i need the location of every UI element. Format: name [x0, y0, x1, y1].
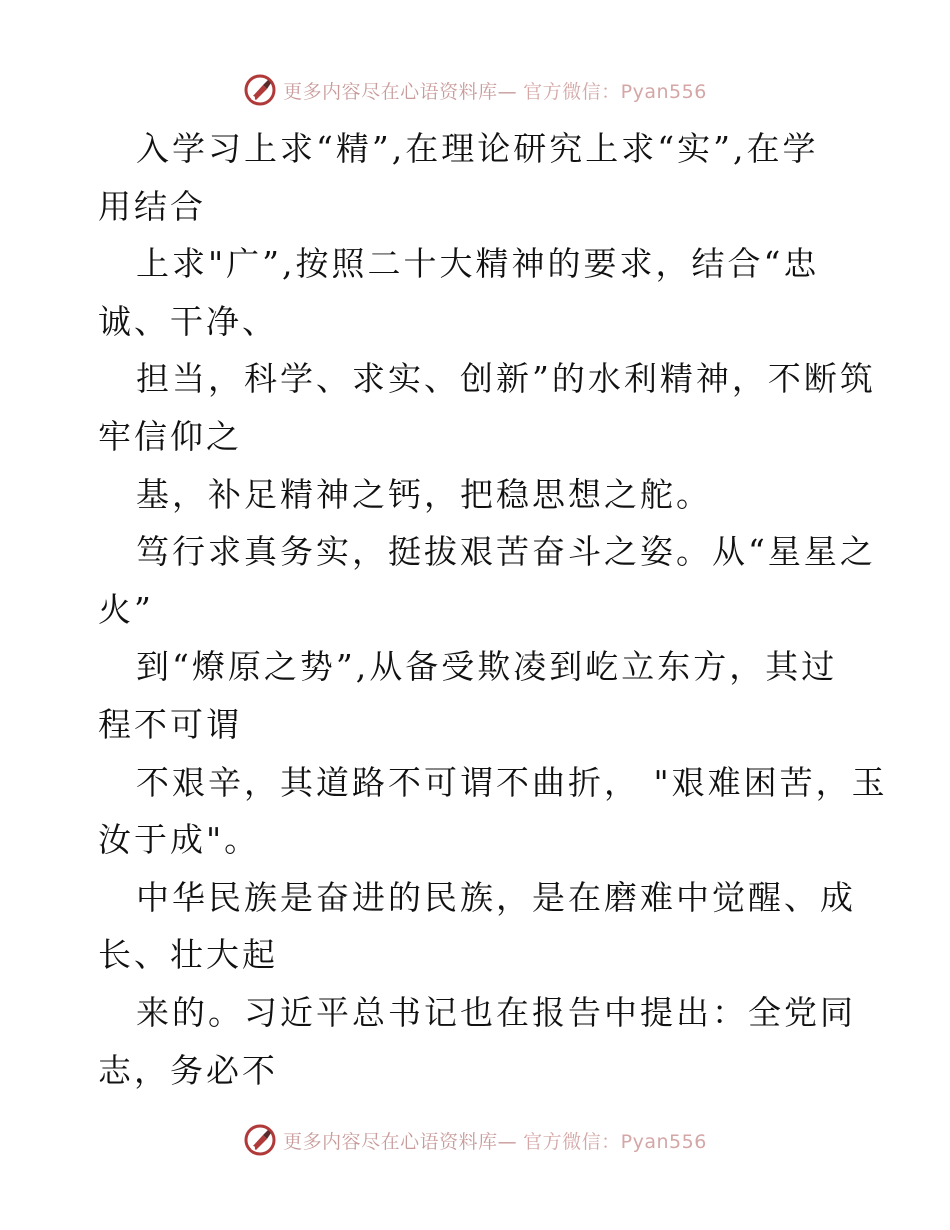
text-line: 长、壮大起 [98, 935, 278, 975]
text-line: 笃行求真务实，挺拔艰苦奋斗之姿。从“星星之 [136, 532, 876, 572]
text-line: 不艰辛，其道路不可谓不曲折， "艰难困苦，玉 [136, 762, 888, 802]
text-line: 火” [98, 589, 154, 629]
text-line: 用结合 [98, 186, 206, 226]
text-line: 来的。习近平总书记也在报告中提出：全党同 [136, 992, 856, 1032]
text-line: 基，补足精神之钙，把稳思想之舵。 [136, 474, 712, 514]
pen-logo-icon [243, 73, 277, 107]
text-line: 入学习上求“精”,在理论研究上求“实”,在学 [136, 129, 819, 168]
watermark-text: 更多内容尽在心语资料库— [283, 1130, 518, 1153]
watermark-text: 更多内容尽在心语资料库— [283, 80, 518, 103]
pen-logo-icon [243, 1123, 277, 1157]
text-line: 程不可谓 [98, 704, 242, 744]
body-text [98, 120, 888, 1099]
header-watermark [0, 70, 950, 110]
text-line: 汝于成"。 [98, 820, 261, 860]
watermark-wechat: 官方微信：Pyan556 [523, 80, 707, 103]
watermark-wechat: 官方微信：Pyan556 [523, 1130, 707, 1153]
text-line: 诚、干净、 [98, 301, 278, 341]
text-line: 到“燎原之势”,从备受欺凌到屹立东方，其过 [136, 647, 838, 687]
text-line: 志，务必不 [98, 1050, 278, 1090]
text-line: 担当，科学、求实、创新”的水利精神，不断筑 [136, 359, 876, 399]
text-line: 中华民族是奋进的民族，是在磨难中觉醒、成 [136, 877, 856, 917]
text-line: 牢信仰之 [98, 416, 242, 456]
footer-watermark [0, 1120, 950, 1160]
text-line: 上求"广”,按照二十大精神的要求，结合“忠 [136, 244, 820, 284]
